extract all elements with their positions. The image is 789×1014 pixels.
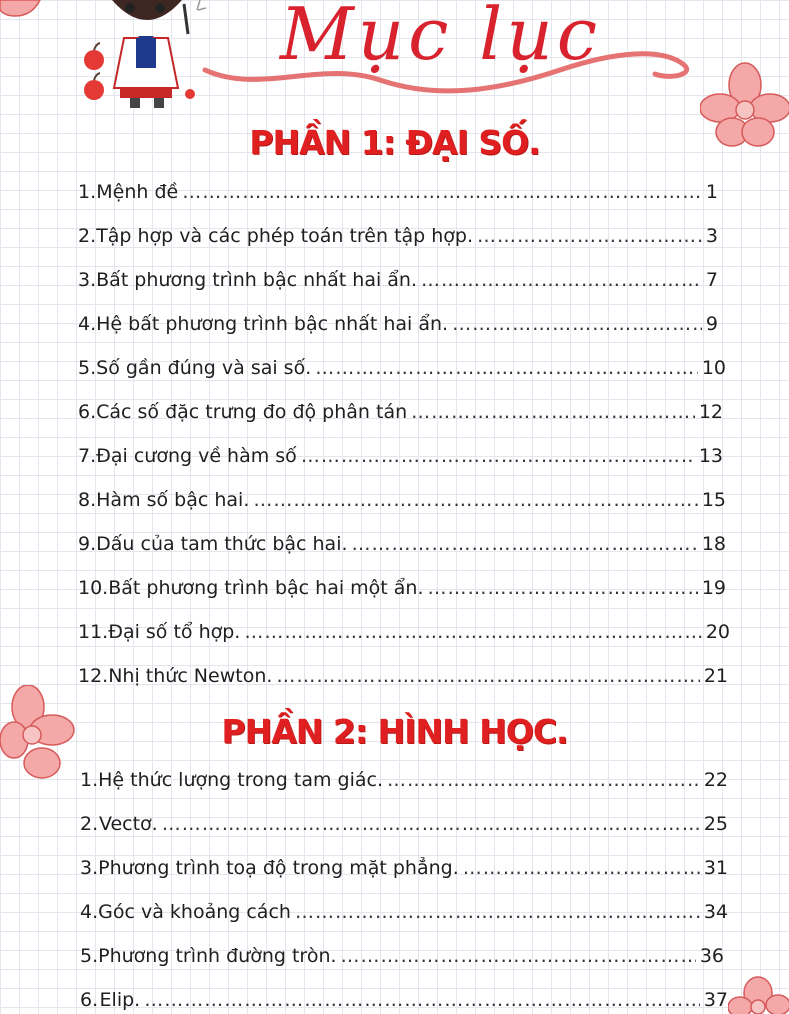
toc-item-number: 1. <box>80 769 99 791</box>
toc-item-page: 15 <box>701 489 726 511</box>
toc-item-number: 6. <box>80 989 99 1011</box>
toc-item-title: Elip. <box>99 989 141 1011</box>
toc-item-title: Đại số tổ hợp. <box>108 621 241 643</box>
toc-item[interactable] <box>78 665 728 687</box>
toc-item[interactable] <box>80 989 728 1011</box>
toc-item-number: 6. <box>78 401 97 423</box>
toc-item-page: 36 <box>699 945 724 967</box>
toc-item[interactable] <box>80 857 728 879</box>
toc-item-number: 8. <box>78 489 97 511</box>
toc-item-number: 1. <box>78 181 97 203</box>
toc-item[interactable] <box>80 769 728 791</box>
toc-leader-dots <box>295 901 700 923</box>
toc-item-number: 5. <box>80 945 99 967</box>
toc-item-title: Vectơ. <box>98 813 158 835</box>
toc-item-number: 5. <box>78 357 97 379</box>
toc-item[interactable] <box>78 401 723 423</box>
toc-leader-dots <box>463 857 700 879</box>
toc-item[interactable] <box>78 357 726 379</box>
toc-item-title: Các số đặc trưng đo độ phân tán <box>96 401 408 423</box>
section-heading-part-1: PHẦN 1: ĐẠI SỐ. <box>249 123 540 162</box>
toc-item[interactable] <box>78 533 726 555</box>
toc-item-number: 10. <box>78 577 109 599</box>
toc-leader-dots <box>341 945 696 967</box>
toc-leader-dots <box>144 989 700 1011</box>
toc-item-title: Bất phương trình bậc hai một ẩn. <box>108 577 424 599</box>
toc-leader-dots <box>301 445 695 467</box>
toc-item-title: Tập hợp và các phép toán trên tập hợp. <box>96 225 474 247</box>
toc-item-number: 9. <box>78 533 97 555</box>
toc-item-page: 1 <box>705 181 718 203</box>
toc-item-page: 13 <box>698 445 723 467</box>
toc-item[interactable] <box>80 901 728 923</box>
toc-item-number: 11. <box>78 621 109 643</box>
toc-item-page: 7 <box>705 269 718 291</box>
toc-item-page: 20 <box>705 621 730 643</box>
toc-item-page: 3 <box>705 225 718 247</box>
toc-item-page: 37 <box>703 989 728 1011</box>
toc-item-number: 7. <box>78 445 97 467</box>
toc-item[interactable] <box>78 313 718 335</box>
toc-item-number: 2. <box>80 813 99 835</box>
toc-leader-dots <box>162 813 700 835</box>
toc-item-title: Hệ bất phương trình bậc nhất hai ẩn. <box>96 313 449 335</box>
toc-item-title: Nhị thức Newton. <box>108 665 273 687</box>
toc-leader-dots <box>244 621 701 643</box>
toc-item-page: 34 <box>703 901 728 923</box>
toc-item[interactable] <box>78 489 726 511</box>
toc-item[interactable] <box>78 577 726 599</box>
toc-item-number: 3. <box>78 269 97 291</box>
toc-item-title: Số gần đúng và sai số. <box>96 357 312 379</box>
toc-item-title: Phương trình toạ độ trong mặt phẳng. <box>98 857 459 879</box>
toc-item-number: 3. <box>80 857 99 879</box>
toc-item-title: Hàm số bậc hai. <box>96 489 250 511</box>
toc-item[interactable] <box>78 269 718 291</box>
toc-leader-dots <box>477 225 702 247</box>
toc-item[interactable] <box>78 621 730 643</box>
toc-leader-dots <box>387 769 700 791</box>
toc-item-page: 25 <box>703 813 728 835</box>
flower-decoration-bottom-right <box>728 975 789 1014</box>
toc-leader-dots <box>352 533 698 555</box>
toc-item-title: Hệ thức lượng trong tam giác. <box>98 769 383 791</box>
toc-item[interactable] <box>78 445 723 467</box>
toc-item-page: 10 <box>701 357 726 379</box>
toc-leader-dots <box>452 313 702 335</box>
toc-item-title: Đại cương về hàm số <box>96 445 297 467</box>
toc-item-title: Mệnh đề <box>96 181 179 203</box>
section-heading-part-2: PHẦN 2: HÌNH HỌC. <box>221 712 568 751</box>
toc-item-title: Phương trình đường tròn. <box>98 945 337 967</box>
toc-leader-dots <box>428 577 698 599</box>
toc-leader-dots <box>411 401 695 423</box>
toc-item-page: 18 <box>701 533 726 555</box>
toc-item-title: Dấu của tam thức bậc hai. <box>96 533 348 555</box>
title-area <box>200 0 700 95</box>
toc-item-title: Bất phương trình bậc nhất hai ẩn. <box>96 269 418 291</box>
toc-item-page: 12 <box>698 401 723 423</box>
toc-leader-dots <box>182 181 702 203</box>
toc-leader-dots <box>421 269 702 291</box>
toc-item[interactable] <box>78 181 718 203</box>
toc-item[interactable] <box>80 945 724 967</box>
toc-item-number: 4. <box>80 901 99 923</box>
toc-item-number: 4. <box>78 313 97 335</box>
flower-decoration-top-left-corner <box>0 0 45 18</box>
toc-item-page: 22 <box>703 769 728 791</box>
toc-item-page: 9 <box>705 313 718 335</box>
toc-item-page: 31 <box>703 857 728 879</box>
toc-item[interactable] <box>78 225 718 247</box>
toc-item-number: 2. <box>78 225 97 247</box>
toc-item-page: 21 <box>703 665 728 687</box>
toc-item-number: 12. <box>78 665 109 687</box>
toc-leader-dots <box>315 357 698 379</box>
toc-leader-dots <box>253 489 697 511</box>
toc-item-page: 19 <box>701 577 726 599</box>
toc-item[interactable] <box>80 813 728 835</box>
toc-item-title: Góc và khoảng cách <box>98 901 291 923</box>
page-title: Mục lục <box>280 0 602 76</box>
toc-leader-dots <box>276 665 699 687</box>
